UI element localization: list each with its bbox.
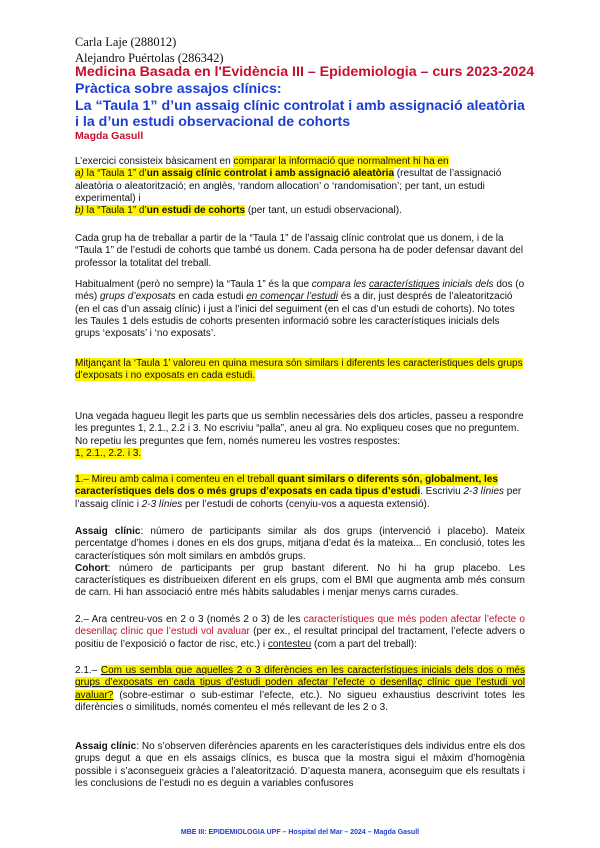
authors	[75, 35, 224, 66]
course-title: Medicina Basada en l'Evidència III – Epidemiologia – curs 2023-2024	[75, 64, 535, 80]
question-2: 2.– Ara centreu-vos en 2 o 3 (només 2 o 3) de les característiques que més poden afectar l’efecte o desenllaç clínic que l’estudi vol avaluar (per ex., el resultat principal del tractament, l’efecte advers o positiu de l’exposició o factor de risc, etc.) i contesteu (com a part del treball):	[75, 614, 525, 650]
instruction-highlight: Mitjançant la ‘Taula 1’ valoreu en quina mesura són similars i diferents les característiques dels grups d’exposats i no exposats en cada estudi.	[75, 358, 523, 382]
practice-title-line-3: i la d’un estudi observacional de cohorts	[75, 114, 351, 130]
question-1: 1.– Mireu amb calma i comenteu en el treball quant similars o diferents són, globalment, les característiques dels dos o més grups d’exposats en cada tipus d’estudi. Escriviu 2-3 línies per l’assaig clínic i 2-3 línies per l’estudi de cohorts (cenyiu-vos a aquesta extensió).	[75, 474, 522, 510]
answer-1: Assaig clínic: número de participants similar als dos grups (intervenció i placebo). Mateix percentatge d’homes i dones en els dos grups, mitjana d’edat és la mateixa... En conclusió, totes les característiques són molt similars en ambdós grups. Cohort: número de participants per grup bastant diferent. No hi ha grup placebo. Les característiques es distribueixen diferent en els grups, com el BMI que augmenta amb més consum de carn. Hi han associació entre més hàbits saludables i menjar menys carns curades.	[75, 526, 525, 599]
practice-title-line-2: La “Taula 1” d’un assaig clínic controlat i amb assignació aleatòria	[75, 97, 525, 114]
author-1: Carla Laje (288012)	[75, 35, 177, 49]
author-2: Alejandro Puértolas (286342)	[75, 50, 224, 65]
practice-title	[75, 81, 545, 131]
professor-name: Magda Gasull	[75, 130, 144, 142]
page-footer: MBE III: EPIDEMIOLOGIA UPF – Hospital del Mar – 2024 – Magda Gasull	[180, 829, 420, 836]
intro-paragraph: L’exercici consisteix bàsicament en comparar la informació que normalment hi ha en a) la “Taula 1” d’un assaig clínic controlat i amb assignació aleatòria (resultat de l’assignació aleatòria o aleatorització; en anglès, ‘random allocation’ o ‘randomisation’; per tant, un estudi experimental) i b) la “Taula 1” d’un estudi de cohorts (per tant, un estudi observacional).	[75, 156, 502, 217]
answer-2: Assaig clínic: No s’observen diferències aparents en les característiques dels individus entre els dos grups degut a que en els assaigs clínics, es busca que la mostra sigui el màxim d’homogènia possible i s’aconsegueix gràcies a l’aleatorització. D’aquesta manera, aconseguim que els resultats i les conclusions de l’estudi no es deguin a variables confusores	[75, 741, 526, 789]
question-2-1: 2.1.– Com us sembla que aquelles 2 o 3 diferències en les característiques inicials dels dos o més grups d’exposats en cada tipus d’estudi poden afectar l’efecte o desenllaç clínic que l’estudi vol avaluar? (sobre-estimar o sub-estimar l’efecte, etc.). No sigueu exhaustius descrivint totes les diferències o similituds, només comenteu el més rellevant de les 2 o 3.	[75, 665, 525, 713]
practice-title-line-1: Pràctica sobre assajos clínics:	[75, 81, 282, 97]
questions-paragraph: Una vegada hagueu llegit les parts que us semblin necessàries dels dos articles, passeu a respondre les preguntes 1, 2.1., 2.2 i 3. No escriviu “palla”, aneu al gra. No expliqueu coses que no preguntem. No repetiu les preguntes que fem, només numereu les vostres respostes: 1, 2.1., 2.2. i 3.	[75, 411, 524, 459]
table1-paragraph: Habitualment (però no sempre) la “Taula 1” és la que compara les característiques inicials dels dos (o més) grups d’exposats en cada estudi en començar l’estudi és a dir, just després de l’aleatorització (en el cas d’un assaig clínic) i just a l’inici del seguiment (en el cas d’un estudi de cohorts). No totes les Taules 1 dels estudis de cohorts presenten informació sobre les característiques inicials dels grups ‘exposats’ i ‘no exposats’.	[75, 279, 525, 340]
group-work-paragraph: Cada grup ha de treballar a partir de la “Taula 1” de l’assaig clínic controlat que us donem, i de la “Taula 1” de l’estudi de cohorts que també us donem. Cada persona ha de poder defensar davant del professor la totalitat del treball.	[75, 233, 524, 269]
